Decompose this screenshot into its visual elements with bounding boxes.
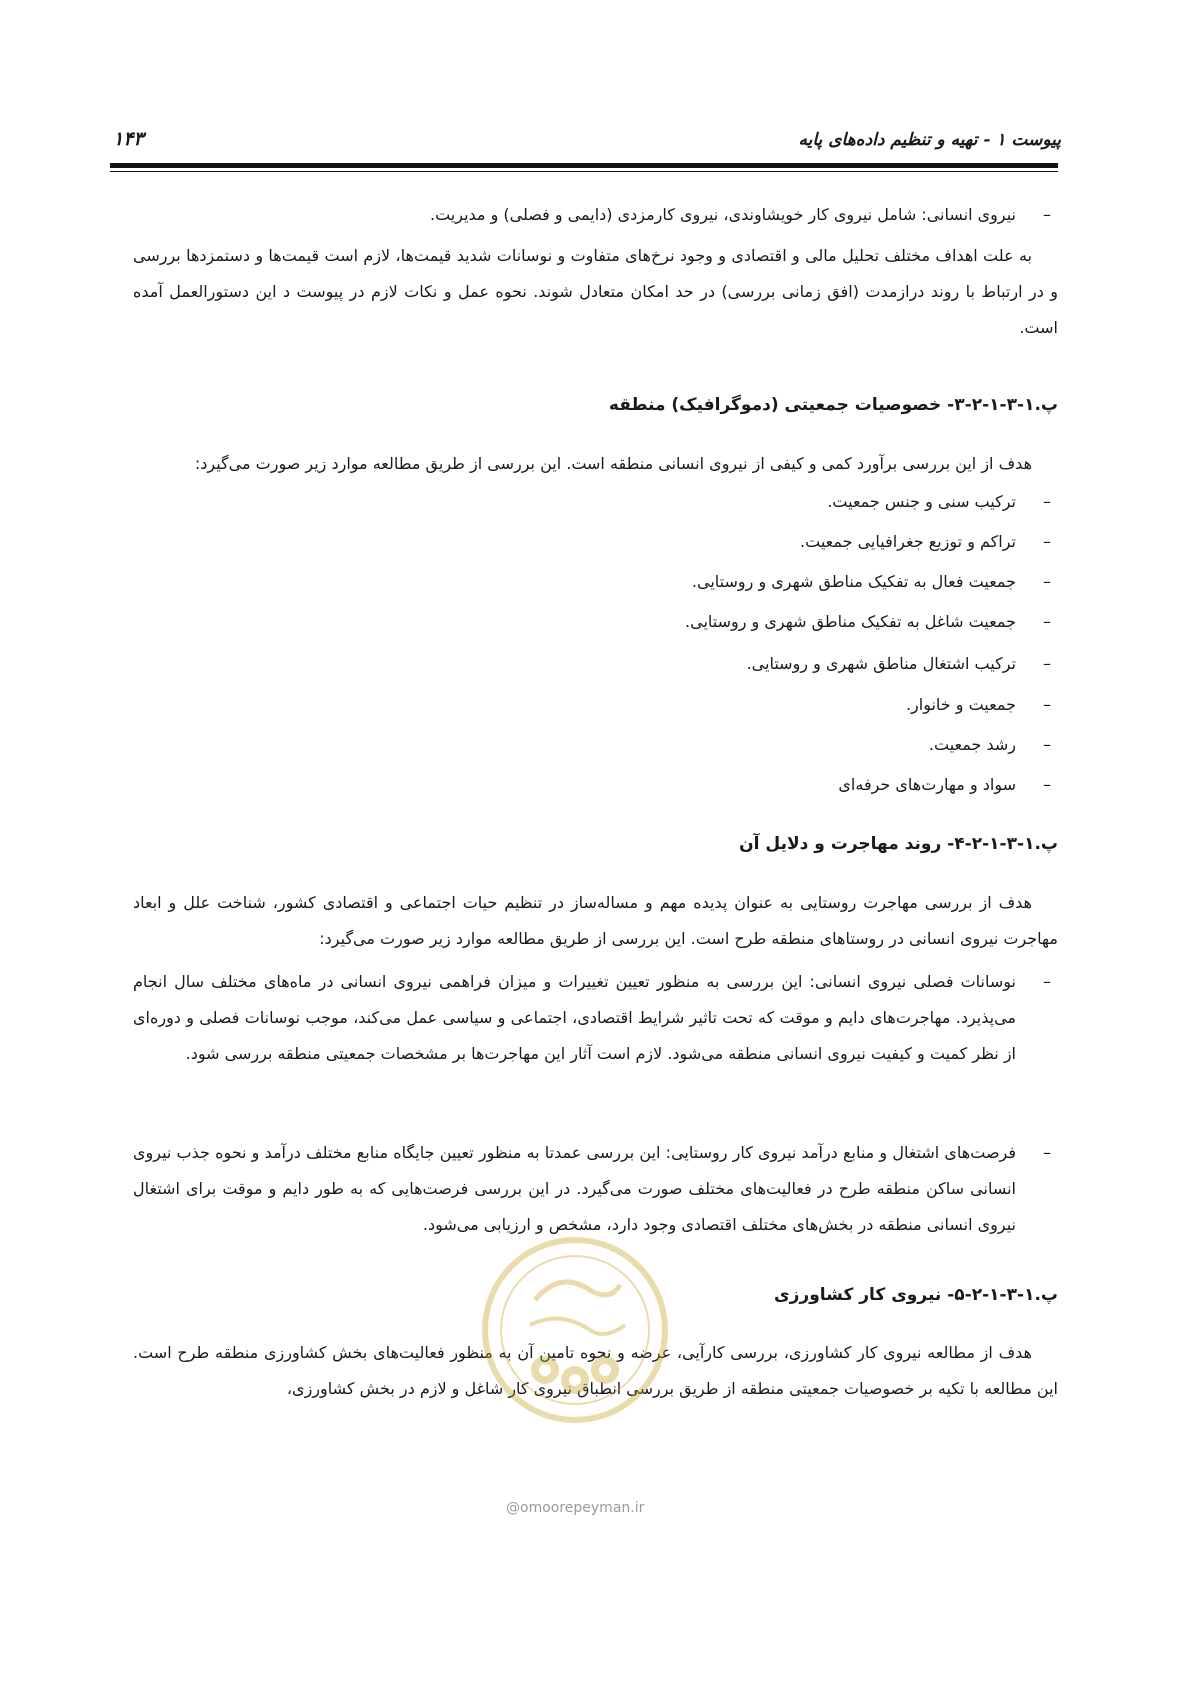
dash-bullet-icon: – bbox=[1043, 205, 1051, 224]
paragraph: هدف از مطالعه نیروی کار کشاورزی، بررسی کارآیی، عرضه و نحوه تامین آن به منظور فعالیت‌های بخش کشاورزی منطقه طرح است. این مطالعه با تکیه بر خصوصیات جمعیتی منطقه از طریق بررسی انطباق نیروی کار شاغل و لازم در بخش کشاورزی، bbox=[133, 1343, 1058, 1398]
dash-bullet-icon: – bbox=[1043, 775, 1051, 794]
list-item-text: رشد جمعیت. bbox=[928, 735, 1016, 754]
list-item bbox=[133, 687, 1058, 723]
list-item-text: سواد و مهارت‌های حرفه‌ای bbox=[838, 775, 1016, 794]
list-item bbox=[133, 564, 1058, 600]
list-item-text: جمعیت فعال به تفکیک مناطق شهری و روستایی. bbox=[691, 572, 1016, 591]
running-header-title: پیوست ۱ - تهیه و تنظیم داده‌های پایه bbox=[798, 130, 1061, 150]
dash-bullet-icon: – bbox=[1043, 735, 1051, 754]
body-block bbox=[133, 238, 1058, 346]
header-rule-thin bbox=[110, 171, 1058, 172]
list-item-text: جمعیت شاغل به تفکیک مناطق شهری و روستایی. bbox=[685, 612, 1016, 631]
section-heading: پ.۱-۳-۱-۲-۴- روند مهاجرت و دلایل آن bbox=[739, 834, 1058, 854]
dash-bullet-icon: – bbox=[1043, 972, 1051, 991]
list-item bbox=[133, 524, 1058, 560]
list-item-text: نوسانات فصلی نیروی انسانی: این بررسی به منظور تعیین تغییرات و میزان فراهمی نیروی انسانی در ماه‌های مختلف سال انجام می‌پذیرد. مهاجرت‌های دایم و موقت که تحت تاثیر شرایط اقتصادی، اجتماعی و سیاسی عمل می‌کند، موجب نوسانات فصلی و دوره‌ای از نظر کمیت و کیفیت نیروی انسانی منطقه می‌شود. لازم است آثار این مهاجرت‌ها بر مشخصات جمعیتی منطقه بررسی شود. bbox=[133, 972, 1016, 1063]
list-item-text: نیروی انسانی: شامل نیروی کار خویشاوندی، نیروی کارمزدی (دایمی و فصلی) و مدیریت. bbox=[429, 205, 1016, 224]
list-item-text: ترکیب اشتغال مناطق شهری و روستایی. bbox=[746, 654, 1016, 673]
list-item bbox=[133, 964, 1058, 1072]
watermark-url: @omoorepeyman.ir bbox=[506, 1500, 645, 1516]
list-item bbox=[133, 646, 1058, 682]
section-heading: پ.۱-۳-۱-۲-۵- نیروی کار کشاورزی bbox=[774, 1285, 1058, 1305]
dash-bullet-icon: – bbox=[1043, 572, 1051, 591]
list-item-text: فرصت‌های اشتغال و منابع درآمد نیروی کار روستایی: این بررسی عمدتا به منظور تعیین جایگاه منابع مختلف درآمد و نحوه جذب نیروی انسانی ساکن منطقه طرح در فعالیت‌های مختلف صورت می‌گیرد. در این بررسی فرصت‌هایی که به طور دایم و موقت برای اشتغال نیروی انسانی منطقه در بخش‌های مختلف اقتصادی وجود دارد، مشخص و ارزیابی می‌شود. bbox=[133, 1143, 1016, 1234]
list-item-text: ترکیب سنی و جنس جمعیت. bbox=[827, 492, 1016, 511]
dash-bullet-icon: – bbox=[1043, 532, 1051, 551]
dash-bullet-icon: – bbox=[1043, 492, 1051, 511]
list-item bbox=[133, 727, 1058, 763]
list-item bbox=[133, 1135, 1058, 1243]
dash-bullet-icon: – bbox=[1043, 654, 1051, 673]
body-block bbox=[133, 885, 1058, 957]
dash-bullet-icon: – bbox=[1043, 1143, 1051, 1162]
list-item bbox=[133, 604, 1058, 640]
paragraph: به علت اهداف مختلف تحلیل مالی و اقتصادی و وجود نرخ‌های متفاوت و نوسانات شدید قیمت‌ها، لازم است قیمت‌ها و دستمزدها بررسی و در ارتباط با روند درازمدت (افق زمانی بررسی) در حد امکان متعادل شوند. نحوه عمل و نکات لازم در پیوست د این دستورالعمل آمده است. bbox=[133, 246, 1058, 337]
body-block bbox=[133, 446, 1058, 482]
list-item-text: تراکم و توزیع جغرافیایی جمعیت. bbox=[800, 532, 1016, 551]
list-item-text: جمعیت و خانوار. bbox=[905, 695, 1016, 714]
dash-bullet-icon: – bbox=[1043, 612, 1051, 631]
list-item bbox=[133, 484, 1058, 520]
paragraph: هدف از بررسی مهاجرت روستایی به عنوان پدیده مهم و مساله‌ساز در تنظیم حیات اجتماعی و اقتصادی کشور، شناخت علل و ابعاد مهاجرت نیروی انسانی در روستاهای منطقه طرح است. این بررسی از طریق مطالعه موارد زیر صورت می‌گیرد: bbox=[133, 893, 1058, 948]
page-number: ۱۴۳ bbox=[113, 128, 144, 150]
paragraph: هدف از این بررسی برآورد کمی و کیفی از نیروی انسانی منطقه است. این بررسی از طریق مطالعه موارد زیر صورت می‌گیرد: bbox=[194, 454, 1032, 473]
list-item bbox=[133, 197, 1058, 233]
list-item bbox=[133, 767, 1058, 803]
header-rule-thick bbox=[110, 163, 1058, 168]
section-heading: پ.۱-۳-۱-۲-۳- خصوصیات جمعیتی (دموگرافیک) منطقه bbox=[608, 395, 1058, 415]
dash-bullet-icon: – bbox=[1043, 695, 1051, 714]
watermark-logo-icon bbox=[475, 1230, 675, 1430]
